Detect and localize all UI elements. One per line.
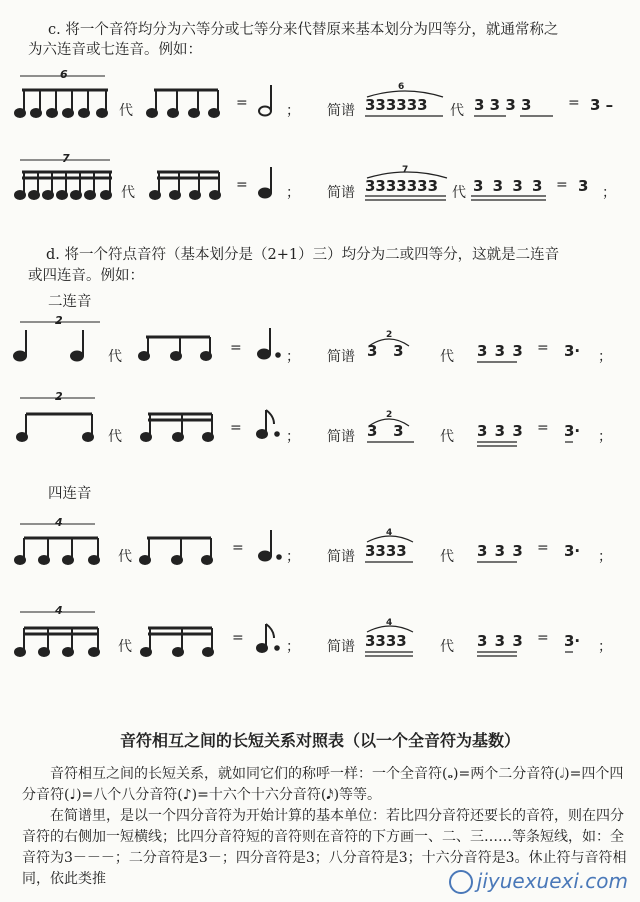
jianpu-tuplet-4: 4 — [386, 528, 393, 538]
equals-sign: = — [537, 340, 549, 356]
four-sixteenths-row2 — [150, 172, 220, 199]
jianpu-label: 简谱 — [327, 549, 355, 565]
jianpu-four-tight: 3333 — [365, 542, 407, 560]
jianpu-result: 3 — [578, 177, 589, 195]
dai-label: 代 — [450, 103, 464, 119]
jianpu-tuplet-6: 6 — [398, 82, 405, 92]
equals-sign: = — [236, 95, 248, 111]
section-c-line1: c. 将一个音符均分为六等分或七等分来代替原来基本划分为四等分，就通常称之 — [48, 22, 559, 38]
section-d-line1: d. 将一个符点音符（基本划分是（2+1）三）均分为二或四等分，这就是二连音 — [46, 247, 560, 263]
three-eighths-row3 — [139, 337, 211, 360]
semicolon: ； — [286, 639, 300, 655]
dai-label: 代 — [108, 349, 122, 365]
dotted-eighth-row6 — [257, 624, 279, 652]
dai-label: 代 — [440, 639, 454, 655]
dai-label: 代 — [108, 429, 122, 445]
watermark-logo-icon — [449, 870, 473, 894]
jianpu-two: 3 3 — [367, 422, 404, 440]
equals-sign: = — [230, 340, 242, 356]
jianpu-label: 简谱 — [327, 349, 355, 365]
semicolon: ； — [286, 349, 300, 365]
jianpu-result: 3· — [564, 422, 581, 440]
four-eighths-row1 — [147, 90, 219, 117]
equals-sign: = — [230, 420, 242, 436]
quarter-note-row2 — [259, 167, 271, 198]
semicolon: ； — [286, 185, 300, 201]
equals-sign: = — [537, 540, 549, 556]
jianpu-tuplet-2: 2 — [386, 410, 393, 420]
section-d-line2: 或四连音。例如： — [28, 268, 144, 284]
semicolon: ； — [286, 549, 300, 565]
jianpu-label: 简谱 — [327, 103, 355, 119]
jianpu-four-tight: 3333 — [365, 632, 407, 650]
sextuplet-eighths — [15, 76, 108, 117]
equals-sign: = — [556, 177, 568, 193]
watermark — [449, 869, 628, 895]
semicolon: ； — [602, 185, 616, 201]
duplet-eighths — [17, 398, 95, 441]
semicolon: ； — [598, 549, 612, 565]
three-sixteenths-row4 — [141, 414, 213, 441]
jianpu-two: 3 3 — [367, 342, 404, 360]
tuplet-number-2a: 2 — [55, 314, 63, 327]
jianpu-tuplet-4: 4 — [386, 618, 393, 628]
equals-sign: = — [236, 177, 248, 193]
semicolon: ； — [598, 639, 612, 655]
jianpu-three: 3 3 3 — [477, 422, 523, 440]
dai-label: 代 — [121, 185, 135, 201]
tuplet-number-6: 6 — [60, 68, 68, 81]
dai-label: 代 — [118, 549, 132, 565]
jianpu-tuplet-7: 7 — [402, 165, 409, 175]
jianpu-tuplet-2: 2 — [386, 330, 393, 340]
jianpu-four: 3 3 3 3 — [473, 177, 543, 195]
jianpu-septuplet: 3333333 — [365, 177, 439, 195]
tuplet-number-7: 7 — [62, 152, 70, 165]
semicolon: ； — [286, 429, 300, 445]
jianpu-three: 3 3 3 — [477, 542, 523, 560]
equals-sign: = — [232, 540, 244, 556]
jianpu-label: 简谱 — [327, 429, 355, 445]
section-c-line2: 为六连音或七连音。例如： — [28, 42, 202, 58]
dotted-eighth-row4 — [257, 410, 279, 438]
dai-label: 代 — [452, 185, 466, 201]
three-eighths-row5 — [140, 538, 212, 564]
equals-sign: = — [232, 630, 244, 646]
equals-sign: = — [537, 420, 549, 436]
jianpu-result: 3 – — [590, 96, 614, 114]
semicolon: ； — [598, 429, 612, 445]
three-sixteenths-row6 — [141, 628, 213, 656]
paragraph-2: 在简谱里，是以一个四分音符为开始计算的基本单位：若比四分音符还要长的音符，则在四分音符的右侧加一短横线；比四分音符短的音符则在音符的下方画一、二、三……等条短线，如：全音符为3－－－；二分音符是3－；四分音符是3；八分音符是3；十六分音符是3。休止符与音符相同，依此类推 — [22, 808, 627, 887]
jianpu-label: 简谱 — [327, 185, 355, 201]
dai-label: 代 — [118, 639, 132, 655]
jianpu-replacement: 3 3 3 3 — [474, 96, 532, 114]
table-title: 音符相互之间的长短关系对照表（以一个全音符为基数） — [119, 731, 520, 750]
jianpu-label: 简谱 — [327, 639, 355, 655]
dai-label: 代 — [440, 429, 454, 445]
dotted-quarter-row5 — [259, 530, 281, 561]
dotted-quarter-row3 — [258, 328, 280, 359]
paragraph-1: 音符相互之间的长短关系，就如同它们的称呼一样：一个全音符(𝅝)=两个二分音符(𝅗𝅥)=四个四分音符(♩)=八个八分音符(♪)=十六个十六分音符(𝅘𝅥𝅯)等等。 — [22, 766, 624, 803]
duplet-quarters — [14, 322, 100, 361]
equals-sign: = — [537, 630, 549, 646]
duplet-heading: 二连音 — [48, 294, 92, 310]
equals-sign: = — [568, 95, 580, 111]
jianpu-sextuplet: 333333 — [365, 96, 428, 114]
quadruplet-heading: 四连音 — [48, 486, 92, 502]
half-note — [259, 85, 271, 116]
jianpu-result: 3· — [564, 542, 581, 560]
quadruplet-sixteenths — [15, 612, 99, 656]
tuplet-number-2b: 2 — [55, 390, 63, 403]
dai-label: 代 — [440, 349, 454, 365]
jianpu-three: 3 3 3 — [477, 632, 523, 650]
quadruplet-eighths — [15, 524, 99, 564]
tuplet-number-4a: 4 — [55, 516, 63, 529]
dai-label: 代 — [440, 549, 454, 565]
watermark-text: jiyuexuexi.com — [476, 868, 628, 893]
jianpu-result: 3· — [564, 632, 581, 650]
semicolon: ； — [598, 349, 612, 365]
tuplet-number-4b: 4 — [55, 604, 63, 617]
jianpu-result: 3· — [564, 342, 581, 360]
jianpu-three: 3 3 3 — [477, 342, 523, 360]
semicolon: ； — [286, 103, 300, 119]
septuplet-sixteenths — [15, 160, 112, 199]
dai-label: 代 — [119, 103, 133, 119]
